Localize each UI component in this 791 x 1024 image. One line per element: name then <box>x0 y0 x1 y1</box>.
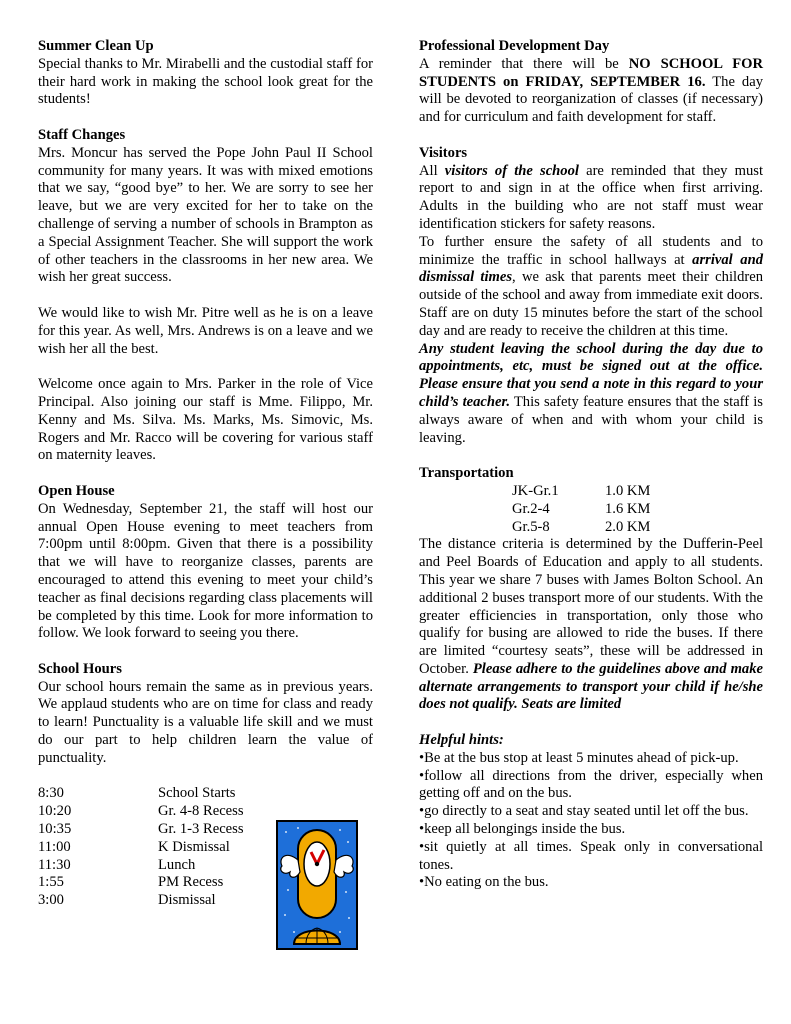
schedule-event: Gr. 4-8 Recess <box>158 803 244 820</box>
visitors-paragraph-1: All visitors of the school are reminded that they must report to and sign in at the office when first arriving. Adults in the building who are not staff must wear identification stickers for safety reasons. <box>419 162 764 232</box>
schedule-row <box>38 785 373 803</box>
open-house-heading: Open House <box>38 482 115 499</box>
pd-day-heading: Professional Development Day <box>419 38 610 54</box>
schedule-event: Lunch <box>158 856 196 873</box>
left-column <box>38 38 373 910</box>
schedule-event: PM Recess <box>158 874 224 891</box>
distance-table <box>419 483 763 536</box>
schedule-time: 11:30 <box>38 856 71 873</box>
distance-km: 1.6 KM <box>605 500 651 517</box>
distance-grade: Gr.2-4 <box>512 500 550 517</box>
clock-clipart-svg <box>276 820 358 950</box>
hint-item: •follow all directions from the driver, especially when getting off and on the bus. <box>419 767 763 802</box>
school-hours-text: Our school hours remain the same as in previous years. We applaud students who are on time for class and ready to learn! Punctuality is a valuable life skill and we must do our part to help children learn the value of punctuality. <box>38 678 373 766</box>
schedule-time: 8:30 <box>38 785 64 802</box>
schedule-row <box>38 803 373 821</box>
helpful-hints-heading: Helpful hints: <box>419 732 504 749</box>
schedule-event: Dismissal <box>158 892 216 909</box>
distance-grade: JK-Gr.1 <box>512 482 559 499</box>
hint-item: •keep all belongings inside the bus. <box>419 821 626 838</box>
hint-item: •Be at the bus stop at least 5 minutes ahead of pick-up. <box>419 749 739 766</box>
summer-heading: Summer Clean Up <box>38 38 154 54</box>
staff-heading: Staff Changes <box>38 126 126 143</box>
distance-km: 1.0 KM <box>605 482 651 499</box>
distance-row <box>419 519 763 537</box>
distance-km: 2.0 KM <box>605 518 651 535</box>
schedule-time: 3:00 <box>38 892 64 909</box>
schedule-event: K Dismissal <box>158 838 230 855</box>
visitors-paragraph-2: To further ensure the safety of all students and to minimize the traffic in school hallways at arrival and dismissal times, we ask that parents meet their children outside of the school and away from immediate exit doors. Staff are on duty 15 minutes before the start of the school day and are ready to receive the children at this time. <box>419 233 763 339</box>
winged-clock-icon <box>276 820 358 950</box>
summer-text: Special thanks to Mr. Mirabelli and the custodial staff for their hard work in making the school look great for the students! <box>38 55 373 108</box>
distance-row <box>419 483 763 501</box>
schedule-event: Gr. 1-3 Recess <box>158 821 244 838</box>
distance-row <box>419 501 763 519</box>
staff-paragraph-2: We would like to wish Mr. Pitre well as he is on a leave for this year. As well, Mrs. Andrews is on a leave and we wish her all the best. <box>38 304 373 357</box>
schedule-time: 1:55 <box>38 874 64 891</box>
schedule-time: 11:00 <box>38 838 71 855</box>
schedule-time: 10:35 <box>38 821 72 838</box>
hint-item: •No eating on the bus. <box>419 874 549 891</box>
school-hours-heading: School Hours <box>38 660 122 677</box>
schedule-time: 10:20 <box>38 803 72 820</box>
transportation-heading: Transportation <box>419 465 514 482</box>
visitors-paragraph-3: Any student leaving the school during the day due to appointments, etc, must be signed out at the office. Please ensure that you send a note in this regard to your child’s teacher. This safety feature ensures that the staff is always aware of when and with whom your child is leaving. <box>419 340 763 446</box>
staff-paragraph-3: Welcome once again to Mrs. Parker in the role of Vice Principal. Also joining our staff is Mme. Filippo, Mr. Kenny and Ms. Silva. Ms. Marks, Ms. Simovic, Ms. Rogers and Mr. Racco will be covering for various staff on maternity leaves. <box>38 376 373 464</box>
transportation-text: The distance criteria is determined by the Dufferin-Peel and Peel Boards of Education and apply to all students. This year we share 7 buses with James Bolton School. An additional 2 buses transport more of our students. With the greater efficiencies in transportation, only those who qualify for busing are allowed to ride the buses. If there are limited “courtesy seats”, these will be addressed in October. Please adhere to the guidelines above and make alternate arrangements to transport your child if he/she does not qualify. Seats are limited <box>419 536 763 713</box>
staff-paragraph-1: Mrs. Moncur has served the Pope John Paul II School community for many years. It was with mixed emotions that we say, “good bye” to her. We are sorry to see her leave, but we are very excited for her to take on the challenge of serving a number of schools in Brampton as a Special Assignment Teacher. She will support the work of other teachers in the classrooms in her new area. We wish her great success. <box>38 144 373 286</box>
visitors-heading: Visitors <box>419 144 468 161</box>
hint-item: •sit quietly at all times. Speak only in conversational tones. <box>419 838 763 873</box>
pd-day-text: A reminder that there will be NO SCHOOL FOR STUDENTS on FRIDAY, SEPTEMBER 16. The day will be devoted to reorganization of classes (if necessary) and for curriculum and faith development for staff. <box>419 55 763 126</box>
hint-item: •go directly to a seat and stay seated until let off the bus. <box>419 803 749 820</box>
distance-grade: Gr.5-8 <box>512 518 550 535</box>
open-house-text: On Wednesday, September 21, the staff will host our annual Open House evening to meet teachers from 7:00pm until 8:00pm. Given that there is a possibility that we will have to reorganize classes, parents are encouraged to attend this evening to meet your child’s teacher as final decisions regarding class placements will be completed by this time. Look for more information to follow. We look forward to seeing you there. <box>38 500 373 642</box>
right-column <box>419 38 763 892</box>
schedule-event: School Starts <box>158 785 236 802</box>
